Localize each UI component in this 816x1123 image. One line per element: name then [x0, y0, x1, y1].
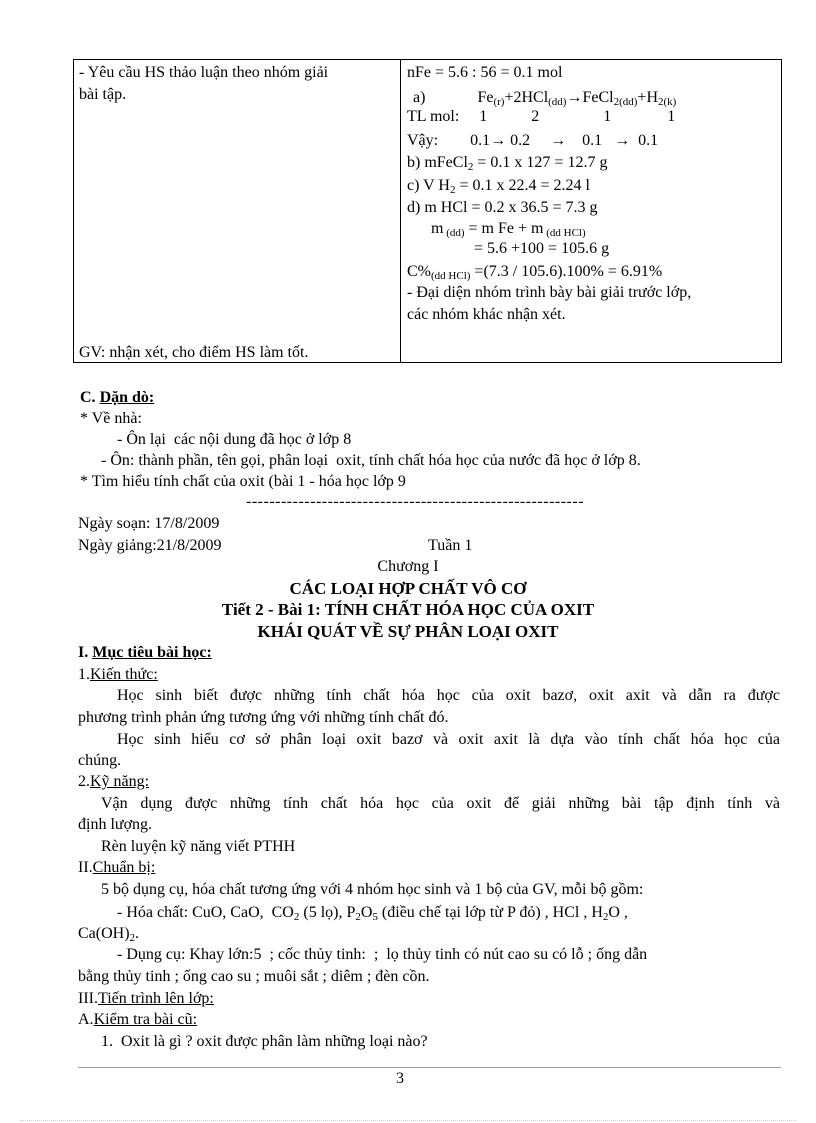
section-1-title: Mục tiêu bài học:: [92, 644, 212, 661]
title-2: Tiết 2 - Bài 1: TÍNH CHẤT HÓA HỌC CỦA OXIT: [221, 600, 595, 619]
dan-do-prefix: C.: [80, 389, 100, 406]
vay: Vậy: 0.1→ 0.2 → 0.1 → 0.1: [407, 132, 659, 149]
kt-p2-line2: chúng.: [78, 752, 122, 769]
c-pct-a: C%: [407, 263, 431, 280]
hoa-chat-line2: [78, 924, 139, 944]
eq-arrow: →: [566, 89, 583, 106]
title-1: CÁC LOẠI HỢP CHẤT VÔ CƠ: [289, 579, 527, 598]
eq-fe: Fe: [477, 89, 494, 106]
m-fecl2-a: b) mFeCl: [407, 154, 468, 171]
m-fecl2: [407, 153, 607, 173]
section-2-title: Chuẩn bị:: [92, 859, 156, 876]
dan-do-heading: [80, 388, 154, 408]
v-h2-b: = 0.1 x 22.4 = 2.24 l: [455, 177, 590, 194]
kt-title: Kiến thức:: [90, 666, 158, 683]
section-3-title: Tiến trình lên lớp:: [97, 990, 214, 1007]
kien-thuc-heading: [78, 665, 158, 685]
section-2-prefix: II.: [78, 859, 93, 876]
hc-p2: 2: [355, 911, 361, 923]
equation: [413, 88, 676, 108]
m-fecl2-num: 2: [467, 161, 474, 173]
kt-p1-line2: phương trình phản ứng tương ứng với những tính chất đó.: [78, 709, 449, 726]
hc-c: O: [360, 904, 373, 921]
chuan-bi-p1: 5 bộ dụng cụ, hóa chất tương ứng với 4 nhóm học sinh và 1 bộ của GV, mỗi bộ gồm:: [101, 881, 644, 898]
v-h2-num: 2: [449, 184, 456, 196]
kn-prefix: 2.: [78, 773, 90, 790]
hc-l2-a: Ca(OH): [78, 925, 130, 942]
hc-b: (5 lọ), P: [299, 904, 356, 921]
dan-do-title: Dặn dò:: [99, 389, 155, 406]
eq-hcl: +2HCl: [504, 89, 549, 106]
m-dd-value: = 5.6 +100 = 105.6 g: [474, 240, 610, 257]
n-fe: nFe = 5.6 : 56 = 0.1 mol: [407, 64, 563, 81]
eq-h2-num: 2: [658, 96, 664, 108]
kiem-tra-heading: [78, 1010, 197, 1030]
hc-co2: 2: [293, 911, 300, 923]
student-activity-cell: [401, 60, 782, 363]
kt-p1-line1: Học sinh biết được những tính chất hóa học của oxit bazơ, oxit axit và dẫn ra được: [117, 687, 780, 704]
teacher-line-1: - Yêu cầu HS thảo luận theo nhóm giải: [79, 64, 329, 81]
eq-fecl2: FeCl: [582, 89, 614, 106]
section-1-heading: [78, 643, 212, 663]
teacher-footer: GV: nhận xét, cho điểm HS làm tốt.: [79, 344, 309, 361]
dung-cu-line1: - Dụng cụ: Khay lớn:5 ; cốc thủy tinh: ; lọ thủy tinh có nút cao su có lỗ ; ống dẫn: [117, 946, 648, 963]
ky-nang-heading: [78, 772, 149, 792]
ve-nha: * Về nhà:: [80, 410, 142, 427]
teacher-line-2: bài tập.: [79, 86, 127, 103]
kn-title: Kỹ năng:: [90, 773, 150, 790]
hc-l2-b: .: [135, 925, 140, 942]
v-h2-a: c) V H: [407, 177, 450, 194]
section-3-heading: [78, 989, 214, 1009]
hc-d: (điều chế tại lớp từ P đỏ) , HCl , H: [377, 904, 603, 921]
chuong: Chương I: [377, 558, 439, 575]
m-dd: [431, 219, 586, 239]
kt-prefix: 1.: [78, 666, 90, 683]
footer-rule: [78, 1067, 781, 1068]
dai-dien-1: - Đại diện nhóm trình bày bài giải trước lớp,: [407, 284, 692, 301]
hc-a: - Hóa chất: CuO, CaO, CO: [117, 904, 294, 921]
tuan: Tuần 1: [428, 537, 473, 554]
hc-e: O ,: [608, 904, 628, 921]
m-hcl: d) m HCl = 0.2 x 36.5 = 7.3 g: [407, 199, 598, 216]
section-1-prefix: I.: [78, 644, 93, 661]
ngay-soan: Ngày soạn: 17/8/2009: [78, 515, 220, 532]
hc-l2-sub: 2: [129, 932, 136, 944]
question-1: 1. Oxit là gì ? oxit được phân làm những loại nào?: [101, 1033, 428, 1050]
hc-h2: 2: [602, 911, 609, 923]
kt-bai-cu-prefix: A.: [78, 1011, 94, 1028]
kn-p2: Rèn luyện kỹ năng viết PTHH: [101, 838, 296, 855]
m-fecl2-b: = 0.1 x 127 = 12.7 g: [473, 154, 608, 171]
eq-fecl2-num: 2: [613, 96, 620, 108]
kn-p1-line1: Vận dụng được những tính chất hóa học của oxit để giải những bài tập định tính và: [101, 795, 780, 812]
eq-hcl-sub: (dd): [548, 96, 567, 108]
eq-fecl2-sub: (dd): [619, 96, 638, 108]
page-bottom-dotted-line: [20, 1120, 796, 1121]
teacher-activity-cell: [74, 60, 401, 363]
kn-p1-line2: định lượng.: [78, 816, 153, 833]
lesson-table: [73, 59, 782, 363]
dung-cu-line2: bằng thủy tinh ; ống cao su ; muôi sắt ; diêm ; đèn cồn.: [78, 968, 430, 985]
dan-do-item-2: - Ôn: thành phần, tên gọi, phân loại oxit, tính chất hóa học của nước đã học ở lớp 8.: [101, 452, 641, 469]
separator: ----------------------------------------------------------: [246, 493, 585, 510]
c-pct-sub: (dd HCl): [431, 270, 471, 282]
c-pct-b: =(7.3 / 105.6).100% = 6.91%: [470, 263, 663, 280]
dan-do-item-3: * Tìm hiểu tính chất của oxit (bài 1 - hóa học lớp 9: [80, 473, 406, 490]
kt-p2-line1: Học sinh hiểu cơ sở phân loại oxit bazơ và oxit axit là dựa vào tính chất hóa học của: [117, 731, 780, 748]
m-dd-sub2: (dd HCl): [543, 227, 586, 239]
v-h2: [407, 176, 590, 196]
tl-mol: TL mol: 1 2 1 1: [407, 108, 676, 125]
kt-bai-cu-title: Kiểm tra bài cũ:: [93, 1011, 198, 1028]
c-percent: [407, 262, 662, 282]
dan-do-item-1: - Ôn lại các nội dung đã học ở lớp 8: [117, 431, 352, 448]
eq-fe-sub: (r): [493, 96, 505, 108]
dai-dien-2: các nhóm khác nhận xét.: [407, 306, 566, 323]
m-dd-sub: (dd): [443, 227, 465, 239]
section-2-heading: [78, 858, 155, 878]
eq-h2-sub: (k): [663, 96, 677, 108]
m-dd-b: = m Fe + m: [464, 220, 544, 237]
title-3: KHÁI QUÁT VỀ SỰ PHÂN LOẠI OXIT: [257, 622, 559, 641]
eq-label: a): [413, 89, 426, 106]
hc-o5: 5: [372, 911, 378, 923]
section-3-prefix: III.: [78, 990, 98, 1007]
m-dd-a: m: [431, 220, 444, 237]
hoa-chat-line1: [117, 903, 780, 923]
eq-h2: +H: [637, 89, 658, 106]
ngay-giang: Ngày giảng:21/8/2009: [78, 537, 222, 554]
page-number: 3: [396, 1070, 404, 1087]
